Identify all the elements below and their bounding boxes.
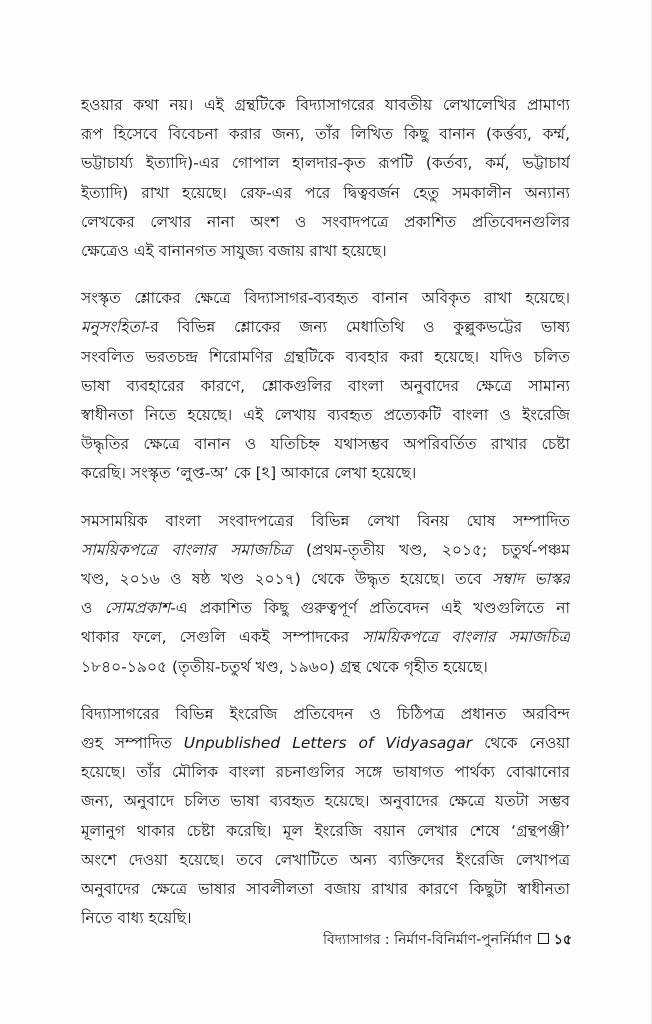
text-line: মূলানুগ থাকার চেষ্টা করেছি। মূল ইংরেজি বয়ান লেখার শেষে ‘গ্রন্থপঞ্জী’ <box>81 821 570 840</box>
page-body <box>81 91 570 951</box>
text-line: লেখকের লেখার নানা অংশ ও সংবাদপত্রে প্রকাশিত প্রতিবেদনগুলির <box>81 212 570 231</box>
text-line: সমসাময়িক বাংলা সংবাদপত্রের বিভিন্ন লেখা বিনয় ঘোষ সম্পাদিত <box>81 511 570 530</box>
text-line: ভট্টাচাৰ্য্য ইত্যাদি)-এর গোপাল হালদার-কৃত রূপটি (কর্তব্য, কর্ম, ভট্টাচার্য <box>81 154 570 173</box>
text-line: ১৮৪০-১৯০৫ (তৃতীয়-চতুর্থ খণ্ড, ১৯৬০) গ্রন্থ থেকে গৃহীত হয়েছে। <box>81 657 488 676</box>
text-line: জন্য, অনুবাদে চলিত ভাষা ব্যবহৃত হয়েছে। অনুবাদের ক্ষেত্রে যতটা সম্ভব <box>81 792 570 811</box>
text-line: সাময়িকপত্রে বাংলার সমাজচিত্র (প্রথম-তৃতীয় খণ্ড, ২০১৫; চতুর্থ-পঞ্চম <box>81 540 570 559</box>
text-line: উদ্ধৃতির ক্ষেত্রে বানান ও যতিচিহ্ন যথাসম্ভব অপরিবর্তিত রাখার চেষ্টা <box>81 435 570 454</box>
text-line: সংস্কৃত শ্লোকের ক্ষেত্রে বিদ্যাসাগর-ব্যবহৃত বানান অবিকৃত রাখা হয়েছে। <box>81 289 570 308</box>
paragraph-english-letters <box>81 700 570 934</box>
running-title: বিদ্যাসাগর : নির্মাণ-বিনির্মাণ-পুনর্নির্মাণ <box>323 932 532 948</box>
italic-title: মনুসংহিতা <box>81 318 145 337</box>
text-line: হয়েছে। তাঁর মৌলিক বাংলা রচনাগুলির সঙ্গে ভাষাগত পার্থক্য বোঝানোর <box>81 763 570 782</box>
italic-title: সাময়িকপত্রে বাংলার সমাজচিত্র <box>362 628 570 647</box>
text-line: ভাষা ব্যবহারের কারণে, শ্লোকগুলির বাংলা অনুবাদের ক্ষেত্রে সামান্য <box>81 376 570 395</box>
paragraph-spelling <box>81 91 570 266</box>
text-line: স্বাধীনতা নিতে হয়েছে। এই লেখায় ব্যবহৃত প্রত্যেকটি বাংলা ও ইংরেজি <box>81 406 570 425</box>
italic-title: সাময়িকপত্রে বাংলার সমাজচিত্র <box>81 540 292 559</box>
text-line: অনুবাদের ক্ষেত্রে ভাষার সাবলীলতা বজায় রাখার কারণে কিছুটা স্বাধীনতা <box>81 880 570 899</box>
text-line: মনুসংহিতা-র বিভিন্ন শ্লোকের জন্য মেধাতিথি ও কুল্লুকভট্টের ভাষ্য <box>81 318 570 337</box>
text-line: সংবলিত ভরতচন্দ্র শিরোমণির গ্রন্থটিকে ব্যবহার করা হয়েছে। যদিও চলিত <box>81 347 570 366</box>
text-line: রূপ হিসেবে বিবেচনা করার জন্য, তাঁর লিখিত কিছু বানান (কর্ত্তব্য, কৰ্ম্ম, <box>81 125 570 144</box>
text-line: থাকার ফলে, সেগুলি একই সম্পাদকের সাময়িকপত্রে বাংলার সমাজচিত্র <box>81 628 570 647</box>
text-line: বিদ্যাসাগরের বিভিন্ন ইংরেজি প্রতিবেদন ও চিঠিপত্র প্রধানত অরবিন্দ <box>81 704 570 723</box>
text-line: ইত্যাদি) রাখা হয়েছে। রেফ-এর পরে দ্বিত্ববর্জন হেতু সমকালীন অন্যান্য <box>81 183 570 202</box>
italic-title: সম্বাদ ভাস্কর <box>491 570 570 589</box>
text-line: ও সোমপ্রকাশ-এ প্রকাশিত কিছু গুরুত্বপূর্ণ প্রতিবেদন এই খণ্ডগুলিতে না <box>81 599 570 618</box>
text-line: গুহ সম্পাদিত Unpublished Letters of Vidyasagar থেকে নেওয়া <box>81 734 570 753</box>
text-line: হওয়ার কথা নয়। এই গ্রন্থটিকে বিদ্যাসাগরের যাবতীয় লেখালেখির প্রামাণ্য <box>81 96 570 114</box>
text-line: নিতে বাধ্য হয়েছি। <box>81 909 192 928</box>
italic-title: Unpublished Letters of Vidyasagar <box>183 734 473 753</box>
square-ornament-icon <box>538 933 549 944</box>
italic-title: সোমপ্রকাশ <box>104 599 171 618</box>
text-line: ক্ষেত্রেও এই বানানগত সাযুজ্য বজায় রাখা হয়েছে। <box>81 242 387 261</box>
page-number: ১৫ <box>553 932 572 948</box>
text-line: করেছি। সংস্কৃত ‘লুপ্ত-অ’ কে [ঽ] আকারে লেখা হয়েছে। <box>81 464 417 483</box>
text-line: অংশে দেওয়া হয়েছে। তবে লেখাটিতে অন্য ব্যক্তিদের ইংরেজি লেখাপত্র <box>81 850 570 869</box>
text-line: খণ্ড, ২০১৬ ও ষষ্ঠ খণ্ড ২০১৭) থেকে উদ্ধৃত হয়েছে। তবে সম্বাদ ভাস্কর <box>81 570 570 589</box>
page-footer <box>300 930 572 950</box>
paragraph-newspapers <box>81 507 570 682</box>
paragraph-sanskrit <box>81 284 570 488</box>
